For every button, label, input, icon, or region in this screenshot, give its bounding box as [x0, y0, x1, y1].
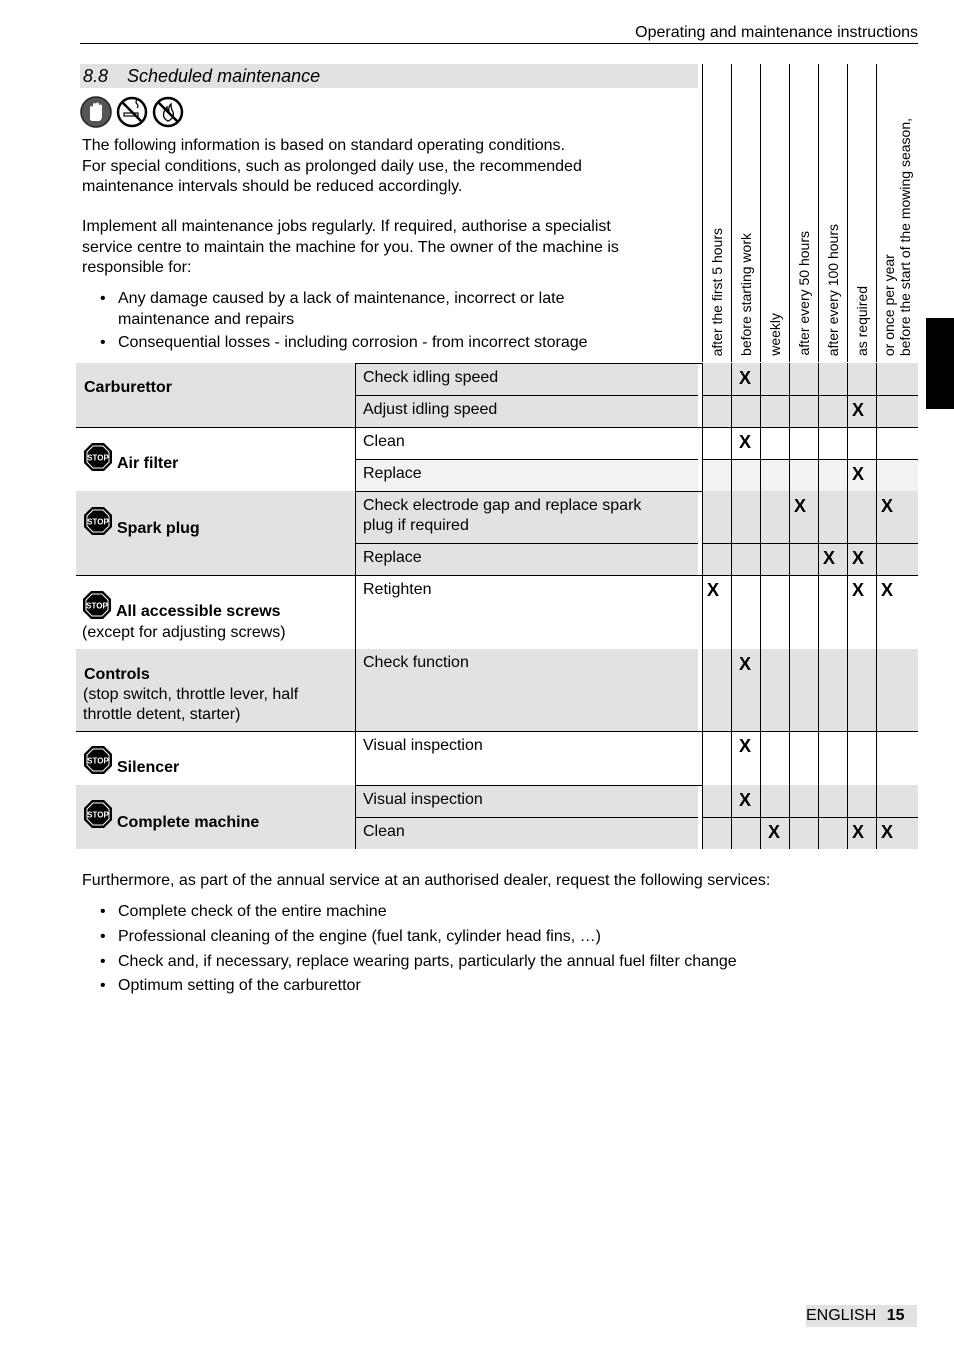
- svg-text:STOP: STOP: [87, 810, 109, 820]
- page-header: [80, 22, 918, 44]
- intro-paragraph-1: [82, 136, 694, 198]
- col-header-100-hours: after every 100 hours: [818, 64, 848, 362]
- svg-text:STOP: STOP: [87, 453, 109, 463]
- mark-cell: X: [738, 790, 751, 810]
- chapter-tab: [926, 318, 954, 409]
- table-row-group: [76, 363, 918, 427]
- header-title: Operating and maintenance instructions: [635, 24, 918, 41]
- no-smoking-icon: [116, 96, 148, 128]
- task-cell: Check electrode gap and replace spark plug if required: [356, 492, 698, 543]
- table-row-group: [76, 491, 918, 575]
- page-number: 15: [886, 1307, 905, 1324]
- intro-line: responsible for:: [82, 259, 192, 276]
- task-cell: Visual inspection: [356, 786, 698, 817]
- intro-line: For special conditions, such as prolonged daily use, the recommended: [82, 157, 582, 175]
- mark-cell: X: [706, 580, 719, 600]
- intro-line: Implement all maintenance jobs regularly. If required, authorise a specialist: [82, 218, 611, 235]
- mark-cell: X: [851, 548, 864, 568]
- svg-text:STOP: STOP: [87, 517, 109, 527]
- mark-cell: X: [738, 654, 751, 674]
- page-footer: [806, 1305, 917, 1327]
- section-title-text: Scheduled maintenance: [127, 66, 321, 86]
- stop-icon: [83, 799, 113, 829]
- annual-item: • Optimum setting of the carburettor: [100, 977, 361, 994]
- component-name: Complete machine: [117, 814, 260, 831]
- mark-cell: X: [738, 432, 751, 452]
- safety-icons: [80, 96, 184, 128]
- mark-cell: X: [851, 464, 864, 484]
- component-name: Controls: [84, 666, 150, 683]
- col-header-first-5-hours: after the first 5 hours: [702, 64, 732, 362]
- mark-cell: X: [851, 822, 864, 842]
- stop-icon: [83, 506, 113, 536]
- stop-icon: [83, 442, 113, 472]
- col-header-50-hours: after every 50 hours: [789, 64, 819, 362]
- mark-cell: X: [822, 548, 835, 568]
- col-header-weekly: weekly: [760, 64, 790, 362]
- intro-bullet-2: • Consequential losses - including corrosion - from incorrect storage: [100, 333, 690, 354]
- mark-cell: X: [880, 496, 893, 516]
- svg-text:STOP: STOP: [87, 756, 109, 766]
- mark-cell: X: [793, 496, 806, 516]
- task-cell: Replace: [356, 460, 698, 491]
- component-name: Air filter: [117, 455, 179, 472]
- col-header-annual: or once per year before the start of the mowing season,: [876, 64, 920, 362]
- section-number: 8.8: [83, 66, 109, 86]
- task-cell: Check idling speed: [356, 364, 698, 395]
- annual-intro: Furthermore, as part of the annual service at an authorised dealer, request the following services:: [82, 872, 771, 889]
- task-cell: Clean: [363, 433, 405, 450]
- task-cell: Visual inspection: [363, 737, 483, 754]
- intro-line: service centre to maintain the machine for you. The owner of the machine is: [82, 238, 619, 256]
- intro-paragraph-2: [82, 217, 694, 279]
- mark-cell: X: [851, 580, 864, 600]
- col-header-as-required: as required: [847, 64, 877, 362]
- bullet-text: maintenance and repairs: [118, 310, 295, 328]
- col-header-before-work: before starting work: [731, 64, 761, 362]
- task-cell: Check function: [356, 649, 698, 731]
- mark-cell: X: [738, 736, 751, 756]
- task-cell: Adjust idling speed: [356, 396, 698, 427]
- mark-cell: X: [851, 400, 864, 420]
- annual-item: • Complete check of the entire machine: [100, 903, 387, 920]
- component-name: Silencer: [117, 759, 180, 776]
- component-name: Carburettor: [84, 379, 173, 396]
- task-cell: Retighten: [363, 581, 432, 598]
- no-open-flame-icon: [152, 96, 184, 128]
- table-row-group: [76, 649, 918, 731]
- gloves-icon: [80, 96, 112, 128]
- component-name: Spark plug: [117, 520, 200, 537]
- bullet-text: Consequential losses - including corrosion - from incorrect storage: [118, 334, 588, 351]
- mark-cell: X: [880, 822, 893, 842]
- annual-item: • Check and, if necessary, replace wearing parts, particularly the annual fuel filter change: [100, 953, 737, 970]
- intro-line: maintenance intervals should be reduced accordingly.: [82, 178, 463, 195]
- stop-icon: [83, 745, 113, 775]
- task-cell: Replace: [356, 544, 698, 575]
- component-name: All accessible screws: [116, 603, 281, 620]
- intro-line: The following information is based on standard operating conditions.: [82, 137, 565, 154]
- mark-cell: X: [767, 822, 780, 842]
- bullet-text: Any damage caused by a lack of maintenance, incorrect or late: [118, 290, 565, 307]
- annual-item: • Professional cleaning of the engine (fuel tank, cylinder head fins, …): [100, 928, 601, 945]
- footer-language: ENGLISH: [806, 1307, 877, 1324]
- task-cell: Clean: [356, 818, 698, 849]
- table-row-group: [76, 575, 918, 649]
- table-row-group: [76, 427, 918, 491]
- mark-cell: X: [880, 580, 893, 600]
- component-note: (except for adjusting screws): [82, 624, 286, 641]
- intro-bullet-1: • Any damage caused by a lack of maintenance, incorrect or late maintenance and repairs: [100, 289, 690, 331]
- section-title: [80, 64, 698, 88]
- svg-text:STOP: STOP: [86, 601, 108, 611]
- component-note: (stop switch, throttle lever, half throttle detent, starter): [83, 686, 299, 723]
- mark-cell: X: [738, 368, 751, 388]
- stop-icon: [82, 590, 112, 620]
- table-row-group: [76, 785, 918, 849]
- table-row-group: [76, 731, 918, 785]
